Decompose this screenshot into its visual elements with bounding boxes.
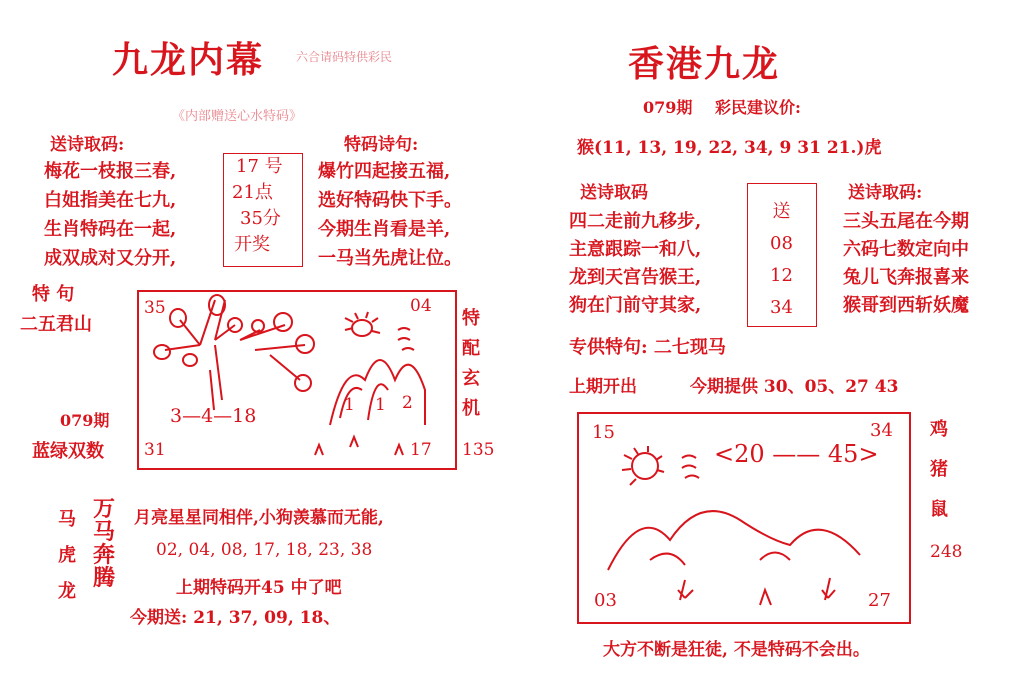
monkey-line: 猴(11, 13, 19, 22, 34, 9 31 21.)虎 <box>577 138 882 158</box>
left-fig-mid: 3—4—18 <box>170 405 257 427</box>
send-box-number: 12 <box>770 265 793 286</box>
left-fig-tl: 35 <box>144 298 166 318</box>
right-poem-header-a: 送诗取码 <box>580 183 648 203</box>
special-poem-line: 爆竹四起接五福, <box>318 161 451 182</box>
wanma-char: 腾 <box>93 565 116 591</box>
left-fig-n1: 1 <box>344 395 355 415</box>
right-fig-mid: <20 —— 45> <box>714 440 879 468</box>
draw-date: 17 号 <box>236 156 283 177</box>
special-poem-line: 选好特码快下手。 <box>318 190 462 211</box>
te-pei-char: 机 <box>462 398 480 419</box>
right-poem-b-line: 兔儿飞奔报喜来 <box>843 267 969 288</box>
left-poem-line: 生肖特码在一起, <box>44 219 177 240</box>
side-number: 248 <box>930 542 963 562</box>
left-poem-header: 送诗取码: <box>50 135 125 155</box>
left-fig-n3: 2 <box>402 393 413 413</box>
draw-label: 开奖 <box>234 234 270 255</box>
left-fig-n2: 1 <box>375 395 386 415</box>
special-poem-header: 特码诗句: <box>344 135 419 155</box>
left-last-period: 上期特码开45 中了吧 <box>176 578 342 598</box>
send-box-number: 34 <box>770 297 793 318</box>
te-pei-char: 玄 <box>462 368 480 389</box>
right-fig-br: 27 <box>868 590 891 611</box>
right-poem-header-b: 送诗取码: <box>848 183 923 203</box>
draw-minute: 35分 <box>240 208 281 229</box>
left-bottom-poem: 月亮星星同相伴,小狗羡慕而无能, <box>134 508 384 528</box>
te-pei-char: 特 <box>462 308 480 329</box>
te-ju-label: 特 句 <box>32 284 75 305</box>
right-issue-text: 彩民建议价: <box>715 98 801 117</box>
left-this-period: 今期送: 21, 37, 09, 18、 <box>130 608 341 628</box>
last-open: 上期开出 <box>569 377 637 397</box>
right-poem-a-line: 四二走前九移步, <box>569 211 702 232</box>
right-footer: 大方不断是狂徒, 不是特码不会出。 <box>603 640 870 660</box>
left-poem-line: 白姐指美在七九, <box>44 190 177 211</box>
te-pei-number: 135 <box>462 440 495 460</box>
right-poem-a-line: 龙到天宫告猴王, <box>569 267 702 288</box>
right-title: 香港九龙 <box>628 43 781 85</box>
left-title: 九龙内幕 <box>112 39 265 81</box>
te-pei-char: 配 <box>462 338 480 359</box>
draw-hour: 21点 <box>232 182 273 203</box>
send-box-number: 08 <box>770 233 793 254</box>
special-poem-line: 今期生肖看是羊, <box>318 219 451 240</box>
side-zodiac-char: 鼠 <box>930 499 948 520</box>
special-poem-line: 一马当先虎让位。 <box>318 248 462 269</box>
send-box-label: 送 <box>772 201 791 222</box>
right-poem-b-line: 三头五尾在今期 <box>843 211 969 232</box>
right-poem-b-line: 猴哥到西斩妖魔 <box>843 295 969 316</box>
special-line: 专供特句: 二七现马 <box>569 337 726 358</box>
left-poem-line: 成双成对又分开, <box>44 248 177 269</box>
zodiac-char: 龙 <box>58 581 76 602</box>
te-ju-text: 二五君山 <box>20 314 92 335</box>
left-fig-tr: 04 <box>410 296 432 316</box>
right-issue-num: 079期 <box>643 98 693 117</box>
left-poem-line: 梅花一枝报三春, <box>44 161 177 182</box>
left-subtitle: 《内部赠送心水特码》 <box>172 109 303 124</box>
right-poem-a-line: 狗在门前守其家, <box>569 295 702 316</box>
left-issue-note: 蓝绿双数 <box>32 441 104 462</box>
right-fig-tl: 15 <box>592 422 615 443</box>
right-fig-tr: 34 <box>870 420 893 441</box>
wanma-char: 马 <box>93 519 116 545</box>
side-zodiac-char: 鸡 <box>930 419 948 440</box>
zodiac-char: 虎 <box>58 545 76 566</box>
left-fig-br: 17 <box>410 440 432 460</box>
side-zodiac <box>930 410 948 530</box>
right-poem-b-line: 六码七数定向中 <box>843 239 969 260</box>
right-poem-a-line: 主意跟踪一和八, <box>569 239 702 260</box>
zodiac-char: 马 <box>58 509 76 530</box>
left-fig-bl: 31 <box>144 440 166 460</box>
wanma-char: 奔 <box>93 542 116 568</box>
wanma-char: 万 <box>93 496 116 522</box>
side-zodiac-char: 猪 <box>930 459 948 480</box>
left-numbers: 02, 04, 08, 17, 18, 23, 38 <box>156 540 373 560</box>
right-fig-bl: 03 <box>594 590 617 611</box>
left-issue: 079期 <box>60 411 110 430</box>
left-title-note: 六合请码特供彩民 <box>296 50 393 64</box>
this-offer: 今期提供 30、05、27 43 <box>690 377 899 397</box>
